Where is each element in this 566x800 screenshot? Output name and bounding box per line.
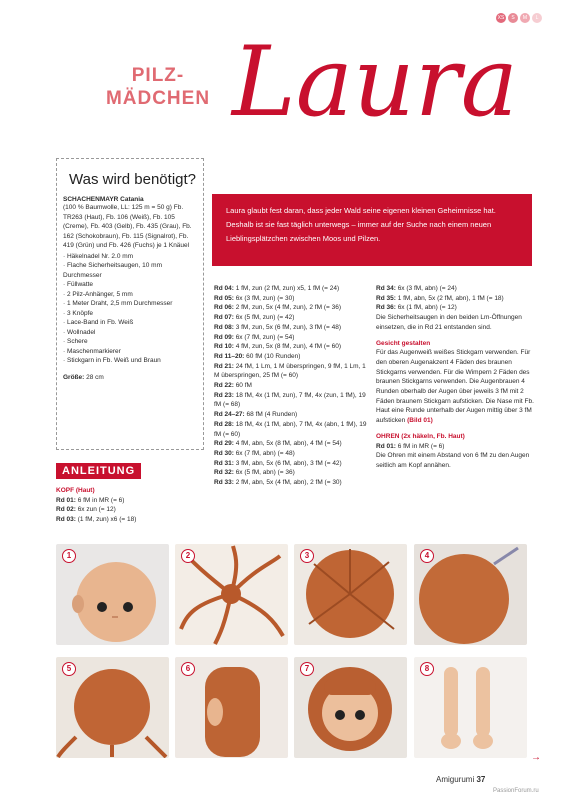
step-number: 4 [420,549,434,563]
pattern-row: Rd 36: 6x (1 fM, abn) (= 12) [376,304,457,312]
pattern-column-2 [214,284,370,488]
pattern-row: Rd 01: 6 fM in MR (= 6) [376,442,445,450]
step-number: 3 [300,549,314,563]
materials-box [56,158,204,450]
magazine-name: Amigurumi [436,775,475,784]
list-item: · Lace-Band in Fb. Weiß [63,318,197,328]
anleitung-label: ANLEITUNG [56,463,141,479]
pattern-row: Rd 04: 1 fM, zun (2 fM, zun) x5, 1 fM (= 24) [214,285,340,292]
step-number: 5 [62,662,76,676]
face-instructions: Für das Augenweiß weißes Stickgarn verwenden. Für den oberen Augenakzent 4 Fäden des braunen Stickgarns verwenden. Für die Wimpern 2 Fäden des braunen Stickgarns verwenden. Die Augenbrauen 4 Runden oberhalb der Augen über jeweils 3 fM mit 2 Fäden braunem Stickgarn aufsticken. Die Nase mit Fb. Haut eine Runde unterhalb der Augen mittig über 3 fM aufsticken (Bild 01) [376,349,534,425]
kicker-line: PILZ- [131,65,185,86]
pattern-row: Rd 31: 3 fM, abn, 5x (6 fM, abn), 3 fM (= 42) [214,459,342,467]
list-item: · 2 Pilz-Anhänger, 5 mm [63,290,197,300]
pattern-row: Rd 24–27: 68 fM (4 Runden) [214,411,298,419]
list-item: · Schere [63,337,197,347]
photo-step-8 [414,657,527,758]
photo-step-4 [414,544,527,645]
pattern-row: Rd 02: 6x zun (= 12) [56,506,116,514]
pattern-row: Rd 03: (1 fM, zun) x6 (= 18) [56,516,137,524]
pattern-row: Rd 08: 3 fM, zun, 5x (6 fM, zun), 3 fM (= 48) [214,323,341,331]
yarn-description: (100 % Baumwolle, LL: 125 m = 50 g) Fb. TR263 (Haut), Fb. 106 (Weiß), Fb. 105 (Creme), Fb. 403 (Gelb), Fb. 435 (Grau), Fb. 162 (Schokobraun), Fb. 115 (Signalrot), Fb. 419 (Grün) und Fb. 426 (Fuchs) je 1 Knäuel [63,204,192,249]
next-page-arrow-icon: → [531,752,541,763]
photo-step-1 [56,544,169,645]
pattern-row: Rd 07: 6x (5 fM, zun) (= 42) [214,314,295,322]
eyes-note: Die Sicherheitsaugen in den beiden Lm-Öffnungen einsetzen, die in Rd 21 entstanden sind. [376,314,522,331]
watermark: PassionForum.ru [493,788,539,794]
step-number: 7 [300,662,314,676]
kopf-section [56,486,206,525]
pattern-row: Rd 28: 18 fM, 4x (1 fM, abn), 7 fM, 4x (abn, 1 fM), 19 fM (= 60) [214,420,367,438]
pattern-row: Rd 32: 6x (5 fM, abn) (= 36) [214,469,295,477]
pattern-row: Rd 06: 2 fM, zun, 5x (4 fM, zun), 2 fM (= 36) [214,304,341,312]
list-item: · Füllwatte [63,280,197,290]
photo-step-2 [175,544,288,645]
materials-heading: Was wird benötigt? [69,171,197,188]
list-item: · 3 Knöpfe [63,309,197,319]
photo-step-5 [56,657,169,758]
photo-step-3 [294,544,407,645]
size-dot: L [532,13,542,23]
section-title: OHREN (2x häkeln, Fb. Haut) [376,432,465,440]
intro-text: Laura glaubt fest daran, dass jeder Wald seine eigenen kleinen Geheimnisse hat. Deshalb ist sie fast täglich unterwegs – immer auf der Suche nach einem neuen Lieblingsplätzchen zwischen Moos und Pilzen. [212,194,532,266]
pattern-row: Rd 23: 18 fM, 4x (1 fM, zun), 7 fM, 4x (zun, 1 fM), 19 fM (= 68) [214,391,366,409]
section-title: Gesicht gestalten [376,339,431,347]
size-dot: XS [497,15,505,21]
pattern-row: Rd 10: 4 fM, zun, 5x (8 fM, zun), 4 fM (= 60) [214,343,341,351]
pattern-row: Rd 21: 24 fM, 1 Lm, 1 M überspringen, 9 fM, 1 Lm, 1 M überspringen, 25 fM (= 60) [214,362,366,380]
step-number: 1 [62,549,76,563]
list-item: · Häkelnadel Nr. 2.0 mm [63,252,197,262]
step-number: 6 [181,662,195,676]
pattern-row: Rd 29: 4 fM, abn, 5x (8 fM, abn), 4 fM (= 54) [214,440,342,448]
pattern-row: Rd 05: 6x (3 fM, zun) (= 30) [214,294,295,302]
ears-instructions: Die Ohren mit einem Abstand von 6 fM zu den Augen seitlich am Kopf annähen. [376,452,530,469]
list-item: · 1 Meter Draht, 2,5 mm Durchmesser [63,299,197,309]
pattern-row: Rd 22: 60 fM [214,382,252,390]
page-footer [436,775,485,784]
list-item: · Stickgarn in Fb. Weiß und Braun [63,356,197,366]
pattern-row: Rd 30: 6x (7 fM, abn) (= 48) [214,449,295,457]
pattern-row: Rd 35: 1 fM, abn, 5x (2 fM, abn), 1 fM (= 18) [376,294,504,302]
page-title: Laura [232,26,518,138]
photo-step-6 [175,657,288,758]
step-number: 8 [420,662,434,676]
pattern-row: Rd 34: 6x (3 fM, abn) (= 24) [376,285,457,292]
size-info [63,374,197,381]
kicker-line: MÄDCHEN [105,88,211,109]
list-item: · Wollnadel [63,328,197,338]
pattern-row: Rd 01: 6 fM in MR (= 6) [56,496,125,504]
list-item: · Maschenmarkierer [63,347,197,357]
yarn-brand: SCHACHENMAYR Catania [63,196,144,203]
pattern-row: Rd 09: 6x (7 fM, zun) (= 54) [214,333,295,341]
list-item: · Flache Sicherheitsaugen, 10 mm Durchmesser [63,261,197,280]
section-title: KOPF (Haut) [56,487,95,494]
step-number: 2 [181,549,195,563]
kicker [78,64,238,110]
size-dot: M [520,13,530,23]
size-dot: S [508,13,518,23]
size-value: 28 cm [86,373,104,381]
size-label: Größe: [63,373,85,381]
pattern-row: Rd 33: 2 fM, abn, 5x (4 fM, abn), 2 fM (= 30) [214,479,342,487]
pattern-row: Rd 11–20: 60 fM (10 Runden) [214,352,301,360]
materials-list [63,252,197,366]
photo-step-7 [294,657,407,758]
page-number: 37 [476,775,486,784]
pattern-column-3 [376,284,534,471]
